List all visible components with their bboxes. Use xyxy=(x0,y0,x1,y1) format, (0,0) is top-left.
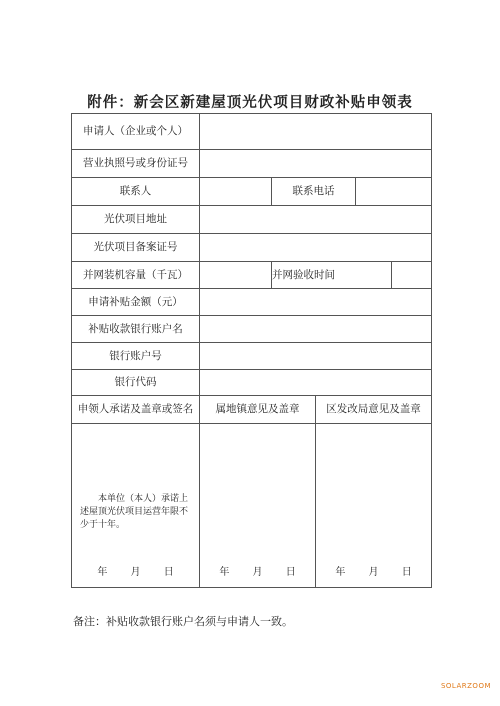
bank-code-field[interactable] xyxy=(200,370,432,396)
date-day: 日 xyxy=(163,567,174,578)
bank-account-no-label: 银行账户号 xyxy=(72,343,200,370)
footnote: 备注：补贴收款银行账户名须与申请人一致。 xyxy=(73,615,293,628)
contact-person-field[interactable] xyxy=(200,178,272,206)
bureau-opinion-area[interactable] xyxy=(316,424,432,588)
form-title: 附件：新会区新建屋顶光伏项目财政补贴申领表 xyxy=(87,94,413,111)
date-year: 年 xyxy=(219,567,230,578)
application-form-table xyxy=(71,113,432,588)
acceptance-time-label: 并网验收时间 xyxy=(272,262,392,289)
bureau-date xyxy=(316,567,431,579)
bank-account-name-label: 补贴收款银行账户名 xyxy=(72,316,200,343)
project-record-label: 光伏项目备案证号 xyxy=(72,234,200,262)
bank-account-no-field[interactable] xyxy=(200,343,432,370)
date-year: 年 xyxy=(335,567,346,578)
town-date xyxy=(200,567,315,579)
date-day: 日 xyxy=(401,567,412,578)
project-address-label: 光伏项目地址 xyxy=(72,206,200,234)
date-month: 月 xyxy=(368,567,379,578)
applicant-signature-header: 申领人承诺及盖章或签名 xyxy=(72,396,200,424)
applicant-date xyxy=(72,567,199,579)
bank-code-label: 银行代码 xyxy=(72,370,200,396)
contact-phone-label: 联系电话 xyxy=(272,178,356,206)
subsidy-amount-field[interactable] xyxy=(200,289,432,316)
applicant-label: 申请人（企业或个人） xyxy=(72,114,200,150)
town-opinion-area[interactable] xyxy=(200,424,316,588)
acceptance-time-field[interactable] xyxy=(392,262,432,289)
project-address-field[interactable] xyxy=(200,206,432,234)
promise-text: 本单位（本人）承诺上述屋顶光伏项目运营年限不少于十年。 xyxy=(80,493,189,531)
bureau-opinion-header: 区发改局意见及盖章 xyxy=(316,396,432,424)
project-record-field[interactable] xyxy=(200,234,432,262)
applicant-field[interactable] xyxy=(200,114,432,150)
date-year: 年 xyxy=(97,567,108,578)
date-day: 日 xyxy=(285,567,296,578)
license-id-label: 营业执照号或身份证号 xyxy=(72,150,200,178)
date-month: 月 xyxy=(130,567,141,578)
bank-account-name-field[interactable] xyxy=(200,316,432,343)
contact-phone-field[interactable] xyxy=(356,178,432,206)
subsidy-amount-label: 申请补贴金额（元） xyxy=(72,289,200,316)
installed-capacity-field[interactable] xyxy=(200,262,272,289)
license-id-field[interactable] xyxy=(200,150,432,178)
town-opinion-header: 属地镇意见及盖章 xyxy=(200,396,316,424)
applicant-signature-area[interactable] xyxy=(72,424,200,588)
contact-person-label: 联系人 xyxy=(72,178,200,206)
watermark-logo: SOLARZOOM xyxy=(440,682,491,690)
installed-capacity-label: 并网装机容量（千瓦） xyxy=(72,262,200,289)
date-month: 月 xyxy=(252,567,263,578)
